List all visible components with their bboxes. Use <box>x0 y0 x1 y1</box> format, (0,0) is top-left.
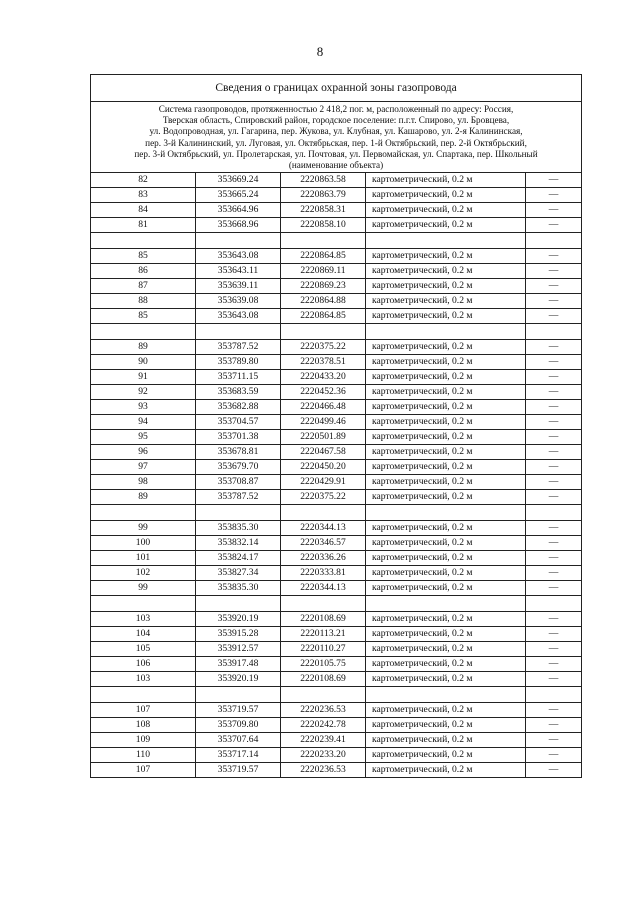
empty-cell <box>281 233 366 249</box>
point-number: 84 <box>91 203 196 218</box>
dash-mark: — <box>548 764 559 776</box>
dash-mark: — <box>548 658 559 670</box>
extra-mark-cell <box>526 521 582 536</box>
coord-x: 353708.87 <box>196 475 281 490</box>
point-number: 93 <box>91 400 196 415</box>
extra-mark-cell <box>526 264 582 279</box>
table-row <box>91 718 582 733</box>
method-cell: картометрический, 0.2 м <box>366 264 526 279</box>
coord-x: 353824.17 <box>196 551 281 566</box>
table-row <box>91 657 582 672</box>
page-number: 8 <box>316 44 324 59</box>
coord-y: 2220433.20 <box>281 370 366 385</box>
dash-mark: — <box>548 189 559 201</box>
point-number: 109 <box>91 733 196 748</box>
coord-x: 353915.28 <box>196 627 281 642</box>
coord-x: 353639.08 <box>196 294 281 309</box>
coord-x: 353920.19 <box>196 612 281 627</box>
empty-cell <box>526 505 582 521</box>
empty-cell <box>196 233 281 249</box>
coord-x: 353669.24 <box>196 173 281 188</box>
coord-x: 353711.15 <box>196 370 281 385</box>
dash-mark: — <box>548 461 559 473</box>
coord-y: 2220239.41 <box>281 733 366 748</box>
empty-cell <box>196 505 281 521</box>
dash-mark: — <box>548 491 559 503</box>
empty-cell <box>366 687 526 703</box>
empty-cell <box>91 687 196 703</box>
point-number: 103 <box>91 612 196 627</box>
method-cell: картометрический, 0.2 м <box>366 355 526 370</box>
coord-y: 2220375.22 <box>281 490 366 505</box>
coord-y: 2220233.20 <box>281 748 366 763</box>
empty-cell <box>281 505 366 521</box>
empty-cell <box>366 596 526 612</box>
extra-mark-cell <box>526 279 582 294</box>
extra-mark-cell <box>526 566 582 581</box>
table-row <box>91 415 582 430</box>
method-cell: картометрический, 0.2 м <box>366 475 526 490</box>
extra-mark-cell <box>526 490 582 505</box>
table-row <box>91 294 582 309</box>
coord-y: 2220344.13 <box>281 581 366 596</box>
method-cell: картометрический, 0.2 м <box>366 385 526 400</box>
table-row <box>91 733 582 748</box>
point-number: 90 <box>91 355 196 370</box>
method-cell: картометрический, 0.2 м <box>366 279 526 294</box>
description-caption: (наименование объекта) <box>288 160 384 171</box>
table-row <box>91 475 582 490</box>
coord-x: 353682.88 <box>196 400 281 415</box>
point-number: 99 <box>91 521 196 536</box>
method-cell: картометрический, 0.2 м <box>366 521 526 536</box>
coord-y: 2220863.79 <box>281 188 366 203</box>
table-row <box>91 400 582 415</box>
dash-mark: — <box>548 704 559 716</box>
point-number: 92 <box>91 385 196 400</box>
point-number: 104 <box>91 627 196 642</box>
coord-y: 2220236.53 <box>281 763 366 778</box>
coord-x: 353917.48 <box>196 657 281 672</box>
coord-y: 2220108.69 <box>281 612 366 627</box>
coord-x: 353920.19 <box>196 672 281 687</box>
point-number: 107 <box>91 703 196 718</box>
coord-y: 2220858.10 <box>281 218 366 233</box>
dash-mark: — <box>548 310 559 322</box>
coord-y: 2220346.57 <box>281 536 366 551</box>
coord-y: 2220864.85 <box>281 309 366 324</box>
method-cell: картометрический, 0.2 м <box>366 536 526 551</box>
dash-mark: — <box>548 673 559 685</box>
extra-mark-cell <box>526 445 582 460</box>
dash-mark: — <box>548 628 559 640</box>
dash-mark: — <box>548 643 559 655</box>
separator-row <box>91 596 582 612</box>
dash-mark: — <box>548 749 559 761</box>
method-cell: картометрический, 0.2 м <box>366 763 526 778</box>
dash-mark: — <box>548 734 559 746</box>
point-number: 100 <box>91 536 196 551</box>
method-cell: картометрический, 0.2 м <box>366 400 526 415</box>
coord-y: 2220466.48 <box>281 400 366 415</box>
empty-cell <box>196 687 281 703</box>
boundary-table <box>90 74 582 778</box>
coord-x: 353668.96 <box>196 218 281 233</box>
dash-mark: — <box>548 431 559 443</box>
extra-mark-cell <box>526 400 582 415</box>
dash-mark: — <box>548 446 559 458</box>
method-cell: картометрический, 0.2 м <box>366 173 526 188</box>
coord-y: 2220375.22 <box>281 340 366 355</box>
empty-cell <box>366 505 526 521</box>
point-number: 86 <box>91 264 196 279</box>
table-row <box>91 581 582 596</box>
coord-x: 353719.57 <box>196 703 281 718</box>
extra-mark-cell <box>526 581 582 596</box>
table-row <box>91 763 582 778</box>
point-number: 83 <box>91 188 196 203</box>
description-line: ул. Водопроводная, ул. Гагарина, пер. Жукова, ул. Клубная, ул. Кашарово, ул. 2-я Калининская, <box>149 126 523 137</box>
extra-mark-cell <box>526 642 582 657</box>
empty-cell <box>91 505 196 521</box>
point-number: 81 <box>91 218 196 233</box>
point-number: 101 <box>91 551 196 566</box>
empty-cell <box>196 596 281 612</box>
table-row <box>91 521 582 536</box>
extra-mark-cell <box>526 355 582 370</box>
method-cell: картометрический, 0.2 м <box>366 340 526 355</box>
method-cell: картометрический, 0.2 м <box>366 733 526 748</box>
extra-mark-cell <box>526 763 582 778</box>
table-row <box>91 627 582 642</box>
method-cell: картометрический, 0.2 м <box>366 748 526 763</box>
coord-x: 353719.57 <box>196 763 281 778</box>
coord-x: 353643.08 <box>196 309 281 324</box>
coord-x: 353709.80 <box>196 718 281 733</box>
dash-mark: — <box>548 219 559 231</box>
table-row <box>91 188 582 203</box>
table-row <box>91 445 582 460</box>
method-cell: картометрический, 0.2 м <box>366 415 526 430</box>
method-cell: картометрический, 0.2 м <box>366 188 526 203</box>
coord-y: 2220864.88 <box>281 294 366 309</box>
empty-cell <box>281 687 366 703</box>
point-number: 95 <box>91 430 196 445</box>
method-cell: картометрический, 0.2 м <box>366 551 526 566</box>
empty-cell <box>196 324 281 340</box>
coord-y: 2220499.46 <box>281 415 366 430</box>
extra-mark-cell <box>526 718 582 733</box>
method-cell: картометрический, 0.2 м <box>366 703 526 718</box>
dash-mark: — <box>548 371 559 383</box>
extra-mark-cell <box>526 173 582 188</box>
point-number: 89 <box>91 340 196 355</box>
table-row <box>91 264 582 279</box>
extra-mark-cell <box>526 672 582 687</box>
table-row <box>91 612 582 627</box>
table-row <box>91 748 582 763</box>
table-row <box>91 203 582 218</box>
dash-mark: — <box>548 250 559 262</box>
point-number: 107 <box>91 763 196 778</box>
method-cell: картометрический, 0.2 м <box>366 249 526 264</box>
extra-mark-cell <box>526 536 582 551</box>
dash-mark: — <box>548 386 559 398</box>
point-number: 91 <box>91 370 196 385</box>
coord-x: 353789.80 <box>196 355 281 370</box>
dash-mark: — <box>548 582 559 594</box>
point-number: 82 <box>91 173 196 188</box>
method-cell: картометрический, 0.2 м <box>366 627 526 642</box>
point-number: 99 <box>91 581 196 596</box>
method-cell: картометрический, 0.2 м <box>366 642 526 657</box>
coord-y: 2220333.81 <box>281 566 366 581</box>
coord-y: 2220864.85 <box>281 249 366 264</box>
table-row <box>91 385 582 400</box>
coord-x: 353639.11 <box>196 279 281 294</box>
coord-y: 2220450.20 <box>281 460 366 475</box>
empty-cell <box>91 233 196 249</box>
table-row <box>91 370 582 385</box>
dash-mark: — <box>548 356 559 368</box>
dash-mark: — <box>548 416 559 428</box>
coord-y: 2220378.51 <box>281 355 366 370</box>
coord-x: 353679.70 <box>196 460 281 475</box>
description-line: пер. 3-й Калининский, ул. Луговая, ул. Октябрьская, пер. 1-й Октябрьский, пер. 2-й Октябрьский, <box>145 137 527 148</box>
dash-mark: — <box>548 476 559 488</box>
table-row <box>91 703 582 718</box>
extra-mark-cell <box>526 460 582 475</box>
table-row <box>91 173 582 188</box>
coord-y: 2220113.21 <box>281 627 366 642</box>
dash-mark: — <box>548 295 559 307</box>
method-cell: картометрический, 0.2 м <box>366 581 526 596</box>
empty-cell <box>526 233 582 249</box>
table-row <box>91 355 582 370</box>
table-row <box>91 551 582 566</box>
coord-y: 2220108.69 <box>281 672 366 687</box>
method-cell: картометрический, 0.2 м <box>366 460 526 475</box>
extra-mark-cell <box>526 475 582 490</box>
empty-cell <box>366 324 526 340</box>
separator-row <box>91 505 582 521</box>
method-cell: картометрический, 0.2 м <box>366 445 526 460</box>
table-body <box>91 75 582 778</box>
table-row <box>91 672 582 687</box>
coord-y: 2220110.27 <box>281 642 366 657</box>
table-row <box>91 340 582 355</box>
table-row <box>91 490 582 505</box>
coord-x: 353678.81 <box>196 445 281 460</box>
coord-y: 2220105.75 <box>281 657 366 672</box>
coord-x: 353717.14 <box>196 748 281 763</box>
coord-y: 2220336.26 <box>281 551 366 566</box>
dash-mark: — <box>548 341 559 353</box>
table-row <box>91 536 582 551</box>
dash-mark: — <box>548 265 559 277</box>
coord-y: 2220467.58 <box>281 445 366 460</box>
dash-mark: — <box>548 537 559 549</box>
coord-y: 2220452.36 <box>281 385 366 400</box>
empty-cell <box>526 596 582 612</box>
coord-x: 353835.30 <box>196 521 281 536</box>
extra-mark-cell <box>526 627 582 642</box>
title-row <box>91 75 582 102</box>
empty-cell <box>526 324 582 340</box>
empty-cell <box>526 687 582 703</box>
table-row <box>91 460 582 475</box>
coord-y: 2220863.58 <box>281 173 366 188</box>
extra-mark-cell <box>526 385 582 400</box>
empty-cell <box>91 596 196 612</box>
extra-mark-cell <box>526 294 582 309</box>
extra-mark-cell <box>526 748 582 763</box>
point-number: 88 <box>91 294 196 309</box>
coord-y: 2220869.11 <box>281 264 366 279</box>
method-cell: картометрический, 0.2 м <box>366 370 526 385</box>
coord-y: 2220501.89 <box>281 430 366 445</box>
table-row <box>91 642 582 657</box>
table-row <box>91 309 582 324</box>
description-line: Система газопроводов, протяженностью 2 418,2 пог. м, расположенный по адресу: Россия, <box>158 104 514 114</box>
coord-x: 353787.52 <box>196 490 281 505</box>
point-number: 108 <box>91 718 196 733</box>
separator-row <box>91 687 582 703</box>
method-cell: картометрический, 0.2 м <box>366 657 526 672</box>
extra-mark-cell <box>526 309 582 324</box>
dash-mark: — <box>548 204 559 216</box>
coord-x: 353827.34 <box>196 566 281 581</box>
coord-x: 353683.59 <box>196 385 281 400</box>
coord-y: 2220858.31 <box>281 203 366 218</box>
point-number: 85 <box>91 249 196 264</box>
extra-mark-cell <box>526 430 582 445</box>
method-cell: картометрический, 0.2 м <box>366 490 526 505</box>
coord-x: 353704.57 <box>196 415 281 430</box>
coord-x: 353665.24 <box>196 188 281 203</box>
point-number: 96 <box>91 445 196 460</box>
empty-cell <box>91 324 196 340</box>
dash-mark: — <box>548 552 559 564</box>
table-row <box>91 430 582 445</box>
point-number: 103 <box>91 672 196 687</box>
extra-mark-cell <box>526 249 582 264</box>
separator-row <box>91 324 582 340</box>
coord-x: 353707.64 <box>196 733 281 748</box>
dash-mark: — <box>548 522 559 534</box>
object-description <box>91 102 582 173</box>
point-number: 110 <box>91 748 196 763</box>
dash-mark: — <box>548 719 559 731</box>
dash-mark: — <box>548 613 559 625</box>
empty-cell <box>281 324 366 340</box>
table-row <box>91 249 582 264</box>
extra-mark-cell <box>526 188 582 203</box>
coord-y: 2220429.91 <box>281 475 366 490</box>
coord-x: 353912.57 <box>196 642 281 657</box>
point-number: 106 <box>91 657 196 672</box>
coord-x: 353787.52 <box>196 340 281 355</box>
extra-mark-cell <box>526 703 582 718</box>
extra-mark-cell <box>526 612 582 627</box>
point-number: 94 <box>91 415 196 430</box>
dash-mark: — <box>548 280 559 292</box>
dash-mark: — <box>548 567 559 579</box>
method-cell: картометрический, 0.2 м <box>366 218 526 233</box>
description-line: пер. 3-й Октябрьский, ул. Пролетарская, ул. Почтовая, ул. Первомайская, ул. Спартака, пер. Школьный <box>134 148 538 159</box>
method-cell: картометрический, 0.2 м <box>366 672 526 687</box>
coord-y: 2220242.78 <box>281 718 366 733</box>
method-cell: картометрический, 0.2 м <box>366 612 526 627</box>
method-cell: картометрический, 0.2 м <box>366 430 526 445</box>
table-title: Сведения о границах охранной зоны газопровода <box>91 75 582 102</box>
dash-mark: — <box>548 174 559 186</box>
coord-y: 2220344.13 <box>281 521 366 536</box>
point-number: 98 <box>91 475 196 490</box>
coord-y: 2220869.23 <box>281 279 366 294</box>
coord-x: 353832.14 <box>196 536 281 551</box>
method-cell: картометрический, 0.2 м <box>366 566 526 581</box>
point-number: 105 <box>91 642 196 657</box>
point-number: 97 <box>91 460 196 475</box>
empty-cell <box>366 233 526 249</box>
description-line: Тверская область, Спировский район, городское поселение: п.г.т. Спирово, ул. Бровцева, <box>162 115 510 126</box>
empty-cell <box>281 596 366 612</box>
dash-mark: — <box>548 401 559 413</box>
coord-y: 2220236.53 <box>281 703 366 718</box>
extra-mark-cell <box>526 415 582 430</box>
table-row <box>91 566 582 581</box>
extra-mark-cell <box>526 218 582 233</box>
coord-x: 353664.96 <box>196 203 281 218</box>
extra-mark-cell <box>526 657 582 672</box>
coord-x: 353835.30 <box>196 581 281 596</box>
point-number: 89 <box>91 490 196 505</box>
table-row <box>91 218 582 233</box>
extra-mark-cell <box>526 203 582 218</box>
point-number: 85 <box>91 309 196 324</box>
extra-mark-cell <box>526 733 582 748</box>
extra-mark-cell <box>526 340 582 355</box>
coord-x: 353701.38 <box>196 430 281 445</box>
extra-mark-cell <box>526 370 582 385</box>
point-number: 87 <box>91 279 196 294</box>
description-row <box>91 102 582 173</box>
extra-mark-cell <box>526 551 582 566</box>
point-number: 102 <box>91 566 196 581</box>
method-cell: картометрический, 0.2 м <box>366 294 526 309</box>
method-cell: картометрический, 0.2 м <box>366 718 526 733</box>
separator-row <box>91 233 582 249</box>
method-cell: картометрический, 0.2 м <box>366 203 526 218</box>
coord-x: 353643.08 <box>196 249 281 264</box>
table-row <box>91 279 582 294</box>
method-cell: картометрический, 0.2 м <box>366 309 526 324</box>
coord-x: 353643.11 <box>196 264 281 279</box>
